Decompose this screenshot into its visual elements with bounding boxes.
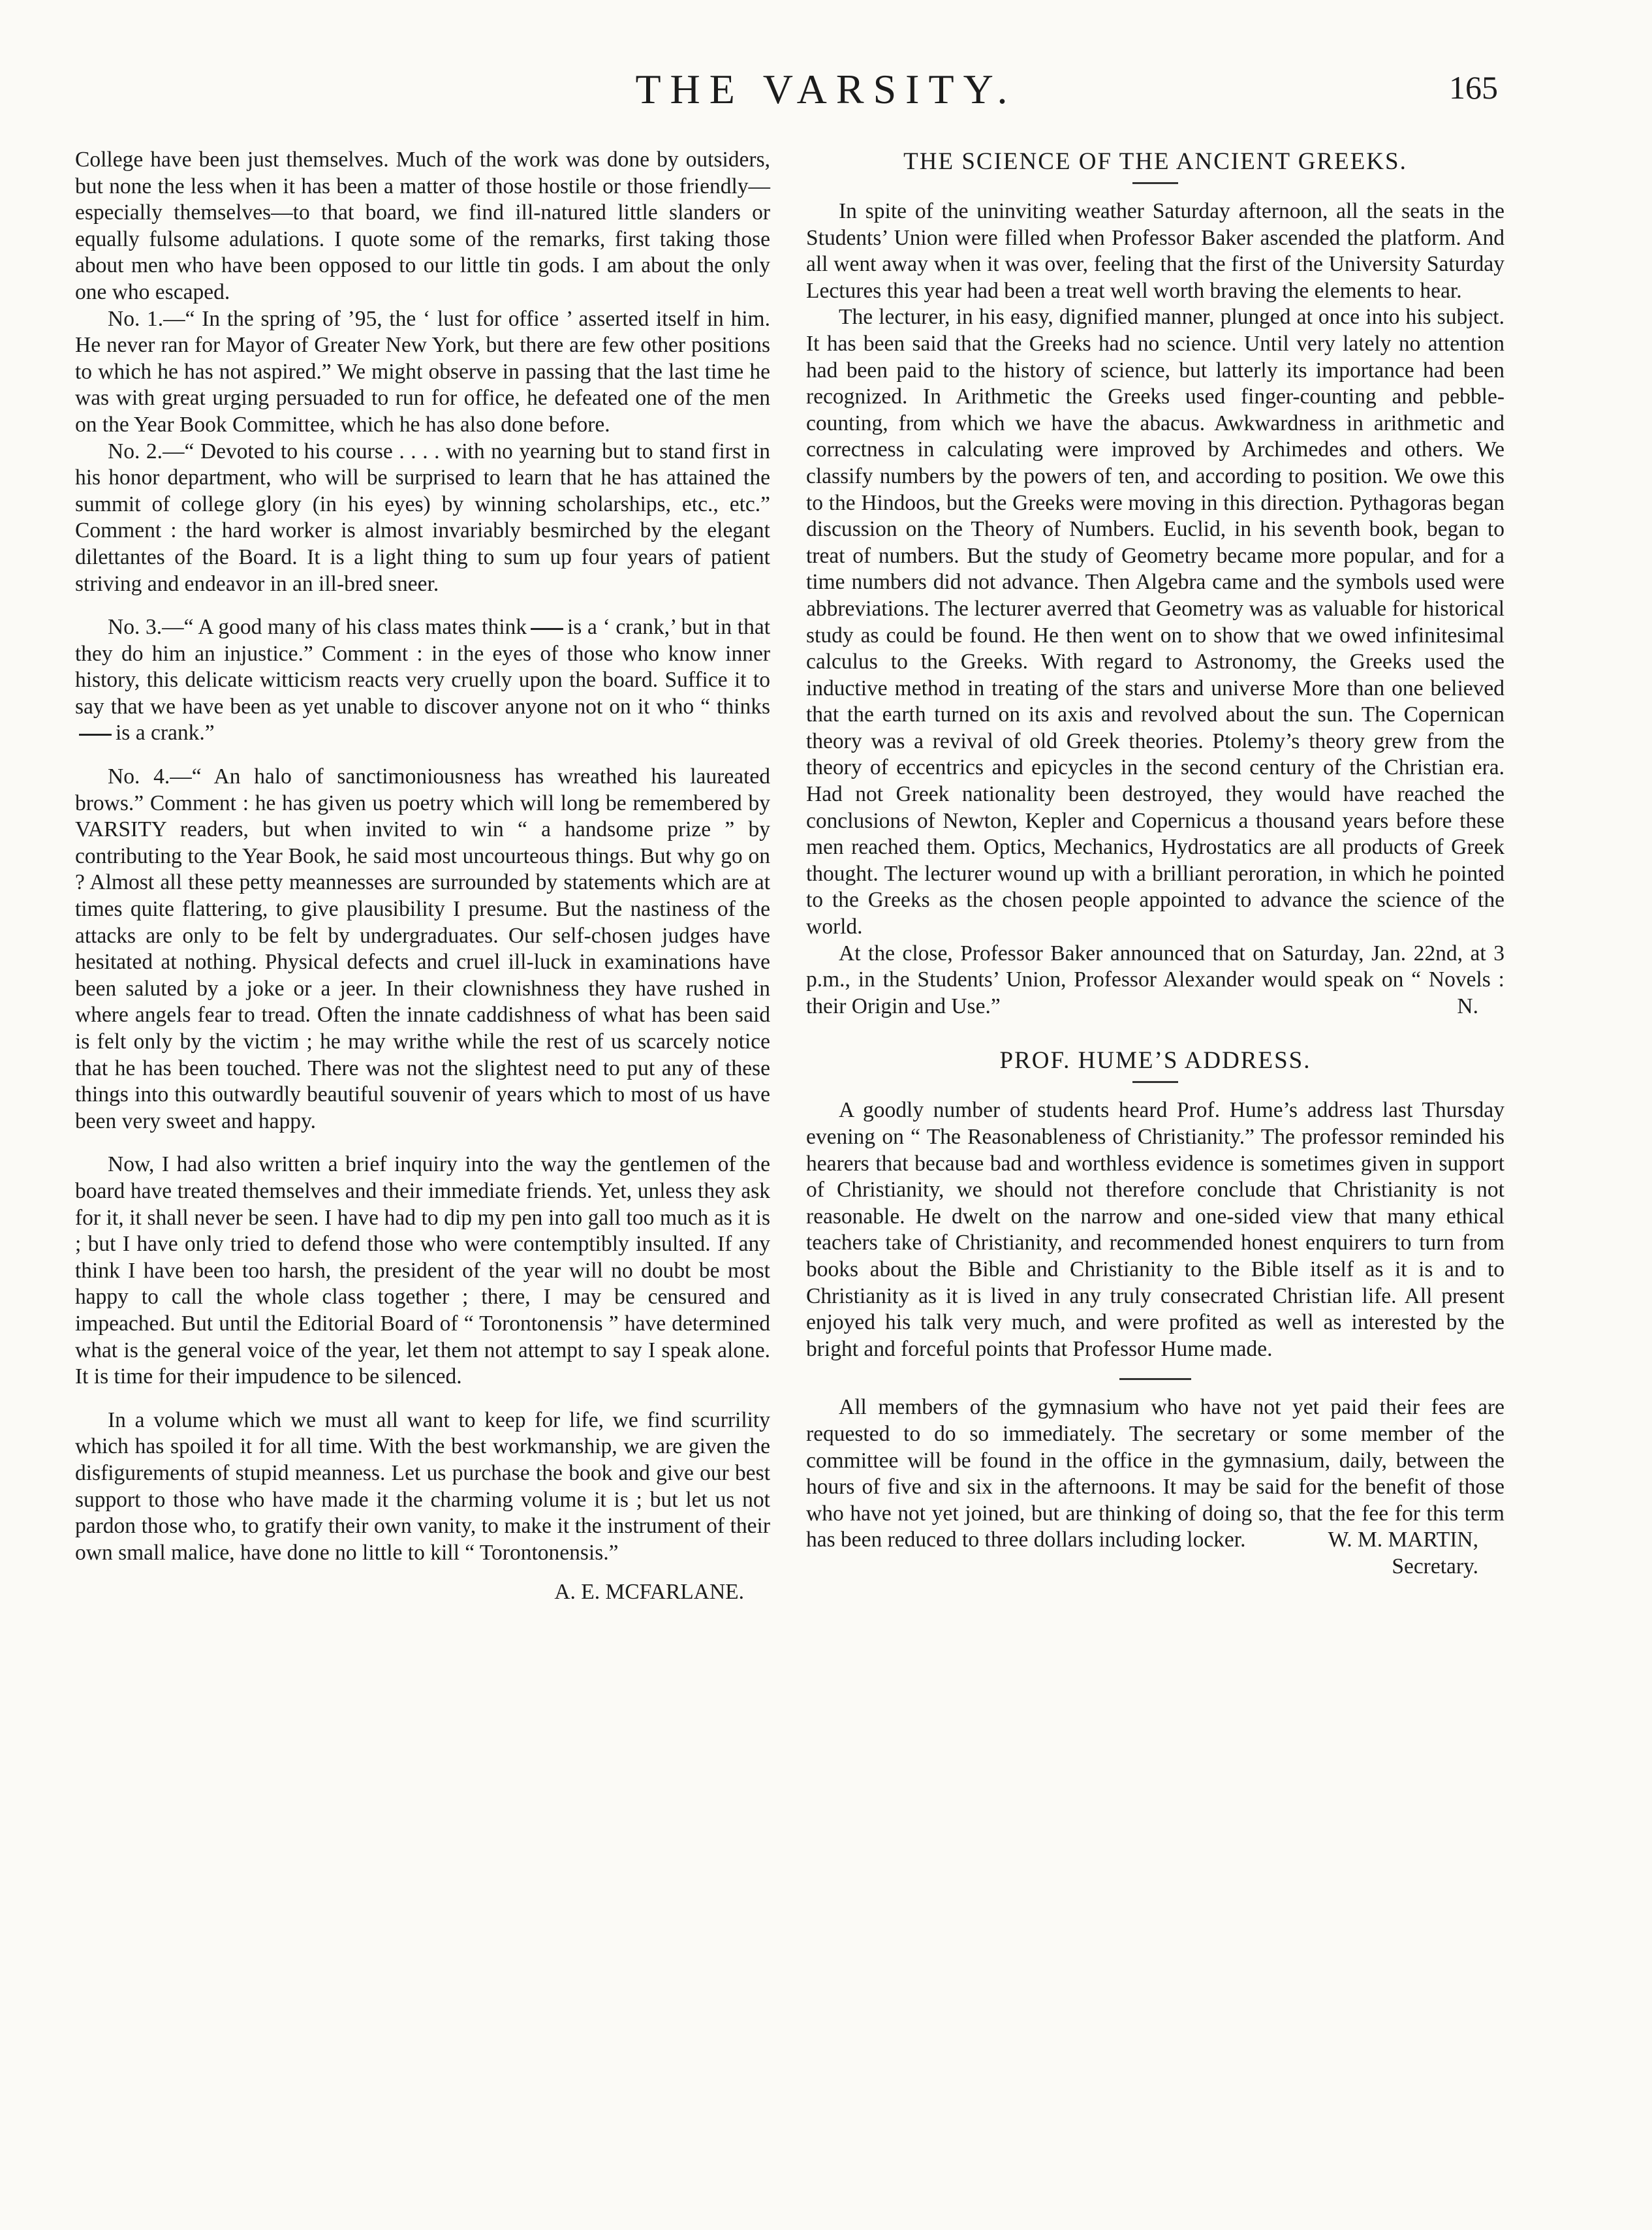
- paragraph: [806, 1394, 1504, 1554]
- right-column: [806, 147, 1504, 1580]
- paragraph: The lecturer, in his easy, dignified manner, plunged at once into his subject. It has been said that the Greeks had no science. Until very lately no attention had been paid to the history of science, but latterly its importance had been recognized. In Arithmetic the Greeks used finger-counting and pebble-counting, from which we have the abacus. Awkwardness in arithmetic and correctness in calculating were improved by Archimedes and others. We classify numbers by the powers of ten, and according to position. We owe this to the Hindoos, but the Greeks were moving in this direction. Pythagoras began discussion on the Theory of Numbers. Euclid, in his seventh book, began to treat of numbers. But the study of Geometry became more popular, and for a time numbers did not advance. Then Algebra came and the symbols used were abbreviations. The lecturer averred that Geometry was as valuable for historical study as could be found. He then went on to show that we owed infinitesimal calculus to the Greeks. With regard to Astronomy, the Greeks used the inductive method in treating of the stars and universe More than one believed that the earth turned on its axis and revolved about the sun. The Copernican theory was a revival of old Greek theories. Ptolemy’s theory grew from the theory of eccentrics and epicycles in the second century of the Christian era. Had not Greek nationality been destroyed, they would have reached the conclusions of Newton, Kepler and Copernicus a thousand years before these men reached them. Optics, Mechanics, Hydrostatics are all products of Greek thought. The lecturer wound up with a brilliant peroration, in which he pointed to the Greeks as the chosen people appointed to advance the science of the world.: [806, 305, 1504, 939]
- heading-rule: [1132, 1081, 1178, 1083]
- paragraph: A goodly number of students heard Prof. Hume’s address last Thursday evening on “ The Reasonableness of Christianity.” The professor reminded his hearers that because bad and worthless evidence is sometimes given in support of Christianity, we should not therefore conclude that Christianity is not reasonable. He dwelt on the narrow and one-sided view that many ethical teachers take of Christianity, and recommended honest enquirers to turn from books about the Bible and Christianity to the Bible itself as it is and to Christianity as it is lived in any truly consecrated Christian life. All present enjoyed his talk very much, and were profited as well as interested by the bright and forceful points that Professor Hume made.: [806, 1098, 1504, 1361]
- paragraph: [806, 941, 1504, 1020]
- section-divider: [1119, 1378, 1191, 1380]
- paragraph: In a volume which we must all want to keep for life, we find scurrility which has spoiled it for all time. With the best workmanship, we are given the disfigurements of stupid meanness. Let us purchase the book and give our best support to those who have made it the charming volume it is ; but let us not pardon those who, to gratify their own vanity, to make it the instrument of their own small malice, have done no little to kill “ Torontonensis.”: [75, 1407, 770, 1565]
- author-initial: N.: [1457, 994, 1478, 1018]
- heading-rule: [1132, 182, 1178, 184]
- signer-name: W. M. MARTIN,: [1328, 1528, 1478, 1552]
- masthead-title: THE VARSITY.: [635, 66, 1017, 112]
- text-segment: is a ‘ crank,’ but in that they do him an injustice.” Comment : in the eyes of those who know inner history, this delicate witticism reacts very cruelly upon the board. Suffice it to say that we have been as yet unable to discover anyone not on it who “ thinks: [75, 615, 770, 719]
- text-segment: All members of the gymnasium who have not yet paid their fees are requested to do so immediately. The secretary or some member of the committee will be found in the office in the gymnasium, daily, between the hours of five and six in the afternoons. It may be said for the benefit of those who have not yet joined, but are thinking of doing so, that the fee for this term has been reduced to three dollars including locker.: [806, 1395, 1504, 1552]
- page-number: 165: [1449, 69, 1498, 106]
- em-dash-rule: [531, 628, 563, 630]
- em-dash-rule: [79, 734, 112, 736]
- paragraph: No. 4.—“ An halo of sanctimoniousness has wreathed his laureated brows.” Comment : he has given us poetry which will long be remembered by VARSITY readers, but when invited to win “ a handsome prize ” by contributing to the Year Book, he said most uncourteous things. But why go on ? Almost all these petty meannesses are surrounded by statements which are at times quite flattering, to give plausibility I presume. But the nastiness of the attacks are only to be felt by undergraduates. Our self-chosen judges have hesitated at nothing. Physical defects and cruel ill-luck in examinations have been saluted by a joke or a jeer. In their clownishness they have rushed in where angels fear to tread. Often the innate caddishness of what has been said is felt only by the victim ; he may writhe while the rest of us scarcely notice that he has been touched. There was not the slightest need to put any of these things into this outwardly beautiful souvenir of years which to most of us have been very sweet and happy.: [75, 764, 770, 1133]
- paragraph: No. 1.—“ In the spring of ’95, the ‘ lust for office ’ asserted itself in him. He never ran for Mayor of Greater New York, but there are few other positions to which he has not aspired.” We might observe in passing that the last time he was with great urging persuaded to run for office, he defeated one of the men on the Year Book Committee, which he has also done before.: [75, 306, 770, 437]
- left-column: [75, 147, 770, 1606]
- text-segment: No. 3.—“ A good many of his class mates think: [108, 615, 527, 640]
- signer-title: Secretary.: [1392, 1554, 1478, 1578]
- paragraph: Now, I had also written a brief inquiry into the way the gentlemen of the board have treated themselves and their immediate friends. Yet, unless they ask for it, it shall never be seen. I have had to dip my pen into gall too much as it is ; but I have only tried to defend those who were contemptibly insulted. If any think I have been too harsh, the president of the year will no doubt be most happy to call the whole class together ; there, I may be censured and impeached. But until the Editorial Board of “ Torontonensis ” have determined what is the general voice of the year, let them not attempt to say I speak alone. It is time for their impudence to be silenced.: [75, 1152, 770, 1389]
- article-heading: PROF. HUME’S ADDRESS.: [999, 1047, 1311, 1075]
- text-segment: is a crank.”: [116, 721, 215, 746]
- paragraph: No. 2.—“ Devoted to his course . . . . with no yearning but to stand first in his honor department, who will be surprised to learn that he has attained the summit of college glory (in his eyes) by winning scholarships, etc., etc.” Comment : the hard worker is almost invariably besmirched by the elegant dilettantes of the Board. It is a light thing to sum up four years of patient striving and endeavor in an ill-bred sneer.: [75, 439, 770, 596]
- paragraph-with-dashes: [75, 614, 770, 747]
- paragraph: In spite of the uninviting weather Saturday afternoon, all the seats in the Students’ Union were filled when Professor Baker ascended the platform. And all went away when it was over, feeling that the first of the University Saturday Lectures this year had been a treat well worth braving the elements to hear.: [806, 199, 1504, 303]
- text-segment: At the close, Professor Baker announced that on Saturday, Jan. 22nd, at 3 p.m., in the Students’ Union, Professor Alexander would speak on “ Novels : their Origin and Use.”: [806, 941, 1504, 1018]
- paragraph: College have been just themselves. Much of the work was done by outsiders, but none the less when it has been a matter of those hostile or those friendly—especially themselves—to that board, we find ill-natured little slanders or equally fulsome adulations. I quote some of the remarks, first taking those about men who have been opposed to our little tin gods. I am about the only one who escaped.: [75, 148, 770, 304]
- article-heading: THE SCIENCE OF THE ANCIENT GREEKS.: [903, 148, 1407, 175]
- author-signature: A. E. MCFARLANE.: [554, 1580, 744, 1605]
